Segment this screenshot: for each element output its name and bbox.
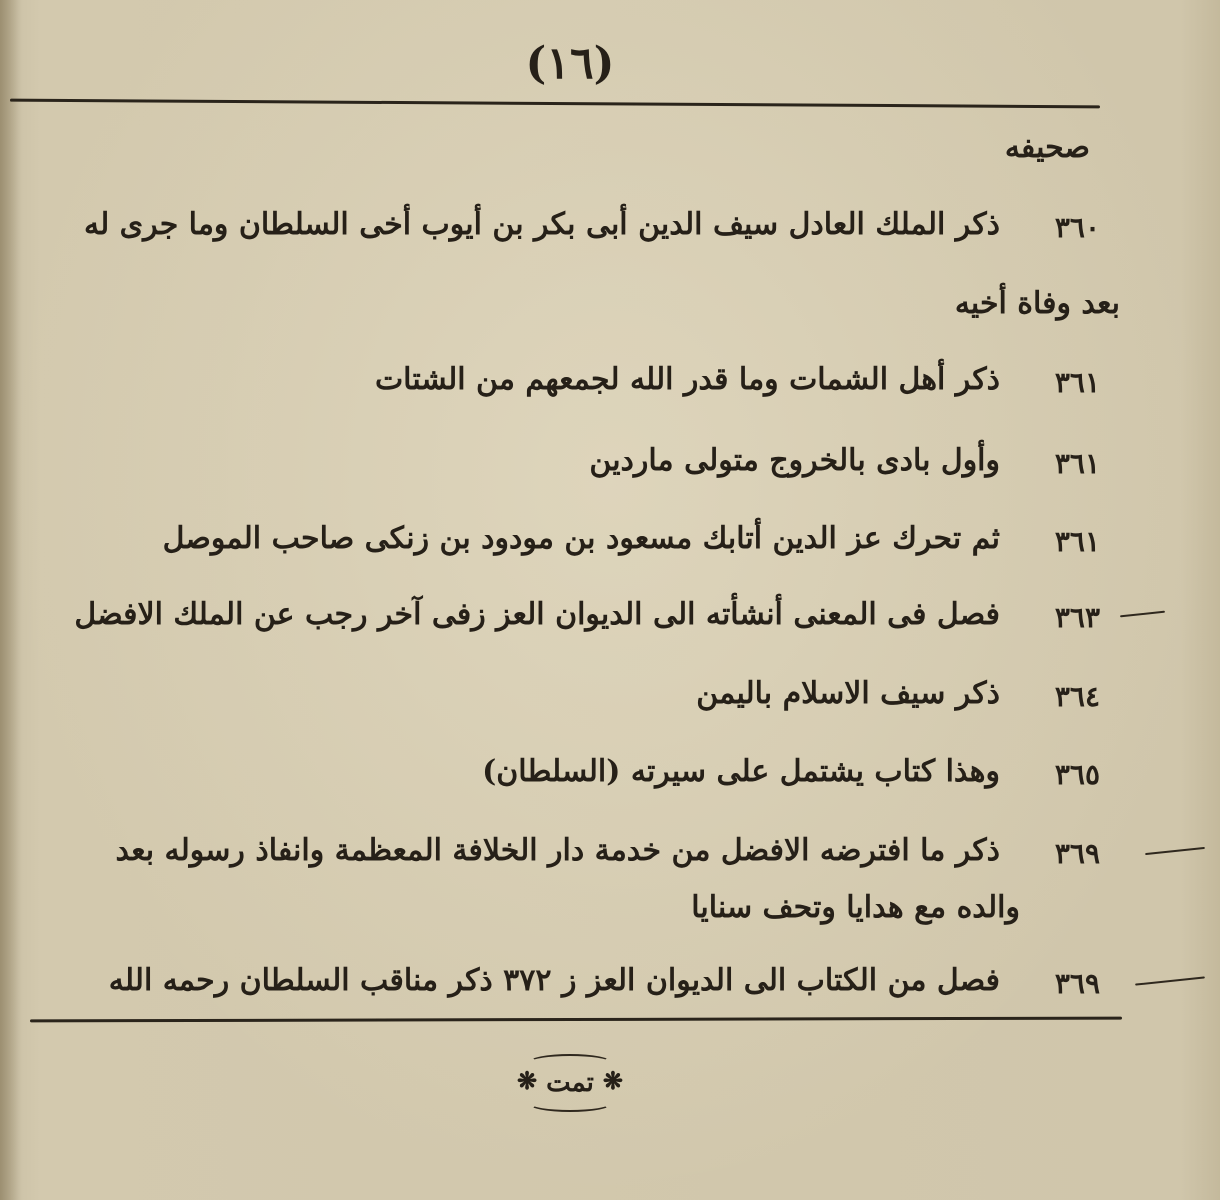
toc-entry [0,362,1100,405]
entry-page-number: ٣٦٩ [1054,967,1100,1000]
margin-dash [1120,611,1165,618]
entry-title: ثم تحرك عز الدين أتابك مسعود بن مودود بن زنكى صاحب الموصل [162,521,1000,556]
closing-word: تمت [546,1068,594,1098]
toc-entry [0,521,1100,564]
flourish-icon: ❋ [602,1066,623,1095]
entry-title: فصل فى المعنى أنشأته الى الديوان العز زفى آخر رجب عن الملك الافضل [74,597,1000,632]
margin-dash [1145,847,1205,855]
entry-title: فصل من الكتاب الى الديوان العز ز ٣٧٢ ذكر مناقب السلطان رحمه الله [108,963,1000,998]
toc-entry [0,754,1100,797]
entry-page-number: ٣٦٩ [1054,837,1100,870]
entry-title: وهذا كتاب يشتمل على سيرته (السلطان) [482,754,1000,789]
footer-rule [30,1017,1122,1023]
toc-entry [0,833,1100,876]
toc-entry [0,597,1100,640]
toc-entry [0,963,1100,1006]
entry-title: ذكر ما افترضه الافضل من خدمة دار الخلافة المعظمة وانفاذ رسوله بعد [115,833,1000,868]
entry-page-number: ٣٦٠ [1054,211,1100,244]
margin-dash [1135,976,1205,985]
entry-title: وأول بادى بالخروج متولى ماردين [589,443,1000,478]
entry-page-number: ٣٦١ [1054,366,1100,399]
closing-ornament [505,1052,635,1112]
entry-title: ذكر الملك العادل سيف الدين أبى بكر بن أيوب أخى السلطان وما جرى له [83,207,1000,242]
entry-title: ذكر سيف الاسلام باليمن [696,676,1000,711]
page-number: (١٦) [525,38,615,89]
toc-entry [0,676,1100,719]
entry-title: ذكر أهل الشمات وما قدر الله لجمعهم من الشتات [374,362,1000,397]
ornament-arc-bottom [529,1096,611,1112]
entry-page-number: ٣٦٤ [1054,680,1100,713]
toc-entry [0,443,1100,486]
entry-continuation: بعد وفاة أخيه [954,286,1120,321]
entry-page-number: ٣٦١ [1054,447,1100,480]
column-header: صحيفه [1004,130,1090,165]
toc-entry [0,207,1100,250]
entry-continuation: والده مع هدايا وتحف سنايا [691,890,1020,925]
entry-page-number: ٣٦٥ [1054,758,1100,791]
entry-page-number: ٣٦١ [1054,525,1100,558]
flourish-icon: ❋ [517,1066,538,1095]
header-rule [10,99,1100,109]
entry-page-number: ٣٦٣ [1054,601,1100,634]
